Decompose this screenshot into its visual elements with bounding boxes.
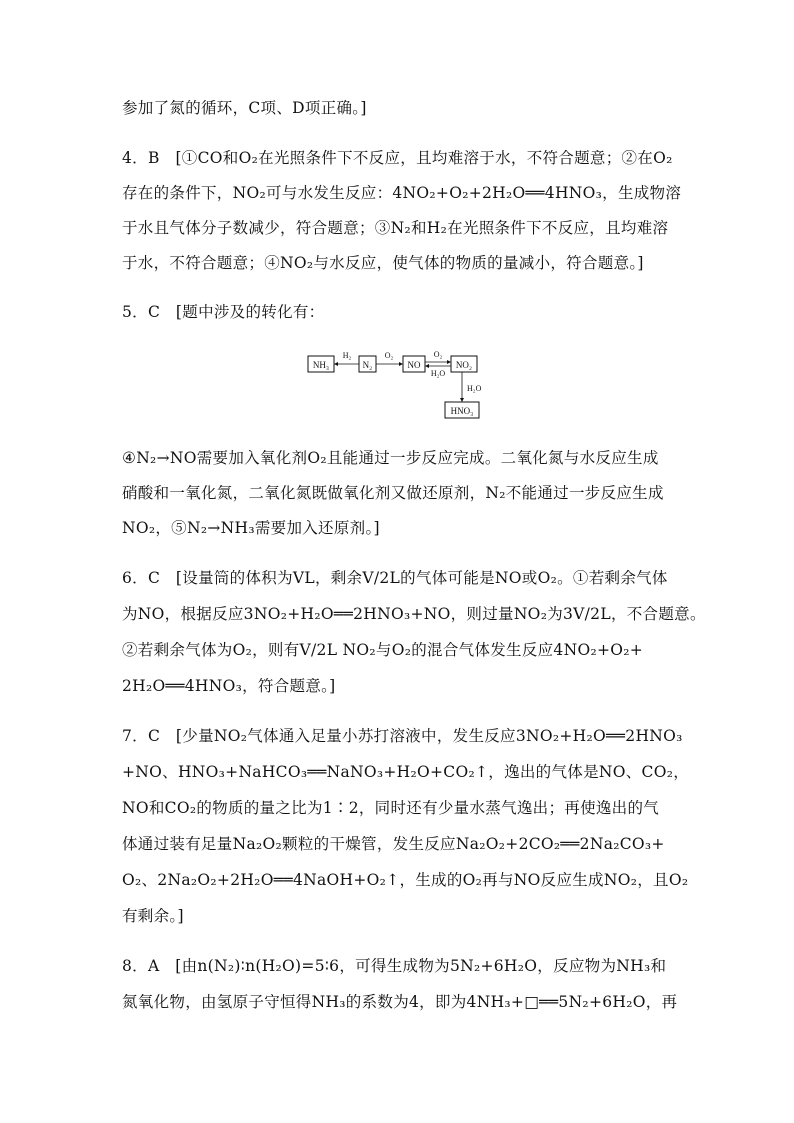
- svg-text:H₂: H₂: [342, 351, 352, 360]
- answer-4-line-1: 4．B [①CO和O₂在光照条件下不反应，且均难溶于水，不符合题意；②在O₂: [122, 149, 673, 167]
- svg-text:O₂: O₂: [384, 351, 394, 360]
- node-n2: [359, 356, 376, 372]
- answer-8-line-1: 8．A [由n(N₂)∶n(H₂O)=5∶6，可得生成物为5N₂+6H₂O，反应物为NH₃和: [122, 957, 667, 975]
- edge-no2-hno3: [460, 372, 482, 402]
- edge-n2-no: [376, 351, 403, 366]
- svg-text:NO₂: NO₂: [455, 360, 473, 370]
- answer-6-line-4: 2H₂O══4HNO₃，符合题意。]: [122, 677, 336, 695]
- node-no: [403, 356, 425, 372]
- svg-text:H₂O: H₂O: [430, 369, 446, 378]
- svg-text:O₂: O₂: [433, 350, 443, 359]
- answer-5-line-4: NO₂，⑤N₂→NH₃需要加入还原剂。]: [122, 519, 380, 537]
- answer-6-line-2: 为NO，根据反应3NO₂+H₂O══2HNO₃+NO，则过量NO₂为3V/2L，不合题意。: [122, 605, 706, 623]
- answer-4-line-3: 于水且气体分子数减少，符合题意；③N₂和H₂在光照条件下不反应，且均难溶: [122, 219, 669, 237]
- answer-7-line-3: NO和CO₂的物质的量之比为1∶2，同时还有少量水蒸气逸出；再使逸出的气: [122, 799, 660, 817]
- conversion-diagram: [305, 345, 505, 425]
- svg-text:H₂O: H₂O: [467, 384, 482, 393]
- svg-text:NO: NO: [407, 360, 421, 370]
- answer-6-line-1: 6．C [设量筒的体积为VL，剩余V/2L的气体可能是NO或O₂。①若剩余气体: [122, 569, 668, 587]
- answer-7-line-2: +NO、HNO₃+NaHCO₃══NaNO₃+H₂O+CO₂↑，逸出的气体是NO、CO₂，: [122, 763, 690, 781]
- answer-7-line-1: 7．C [少量NO₂气体通入足量小苏打溶液中，发生反应3NO₂+H₂O══2HNO₃: [122, 727, 683, 745]
- answer-5-line-3: 硝酸和一氧化氮，二氧化氮既做氧化剂又做还原剂，N₂不能通过一步反应生成: [122, 484, 664, 502]
- svg-text:HNO₃: HNO₃: [450, 406, 474, 416]
- answer-7-line-6: 有剩余。]: [122, 907, 184, 925]
- svg-text:NH₃: NH₃: [312, 360, 330, 370]
- node-nh3: [308, 356, 334, 372]
- answer-6-line-3: ②若剩余气体为O₂，则有V/2L NO₂与O₂的混合气体发生反应4NO₂+O₂+: [122, 641, 644, 659]
- answer-4-line-2: 存在的条件下，NO₂可与水发生反应：4NO₂+O₂+2H₂O══4HNO₃，生成物溶: [122, 184, 682, 202]
- answer-5-line-2: ④N₂→NO需要加入氧化剂O₂且能通过一步反应完成。二氧化氮与水反应生成: [122, 449, 659, 467]
- answer-4-line-4: 于水，不符合题意；④NO₂与水反应，使气体的物质的量减小，符合题意。]: [122, 254, 644, 272]
- edge-no-no2: [425, 350, 451, 378]
- text-line: 参加了氮的循环，C项、D项正确。]: [122, 99, 367, 117]
- answer-8-line-2: 氮氧化物，由氢原子守恒得NH₃的系数为4，即为4NH₃+□══5N₂+6H₂O，再: [122, 993, 678, 1011]
- answer-7-line-5: O₂、2Na₂O₂+2H₂O══4NaOH+O₂↑，生成的O₂再与NO反应生成NO₂，且O₂: [122, 871, 689, 889]
- answer-7-line-4: 体通过装有足量Na₂O₂颗粒的干燥管，发生反应Na₂O₂+2CO₂══2Na₂CO₃+: [122, 835, 665, 853]
- answer-5-line-1: 5．C [题中涉及的转化有：: [122, 303, 325, 321]
- edge-n2-nh3: [334, 351, 359, 366]
- node-hno3: [445, 402, 479, 418]
- node-no2: [451, 356, 477, 372]
- svg-text:N₂: N₂: [362, 360, 373, 370]
